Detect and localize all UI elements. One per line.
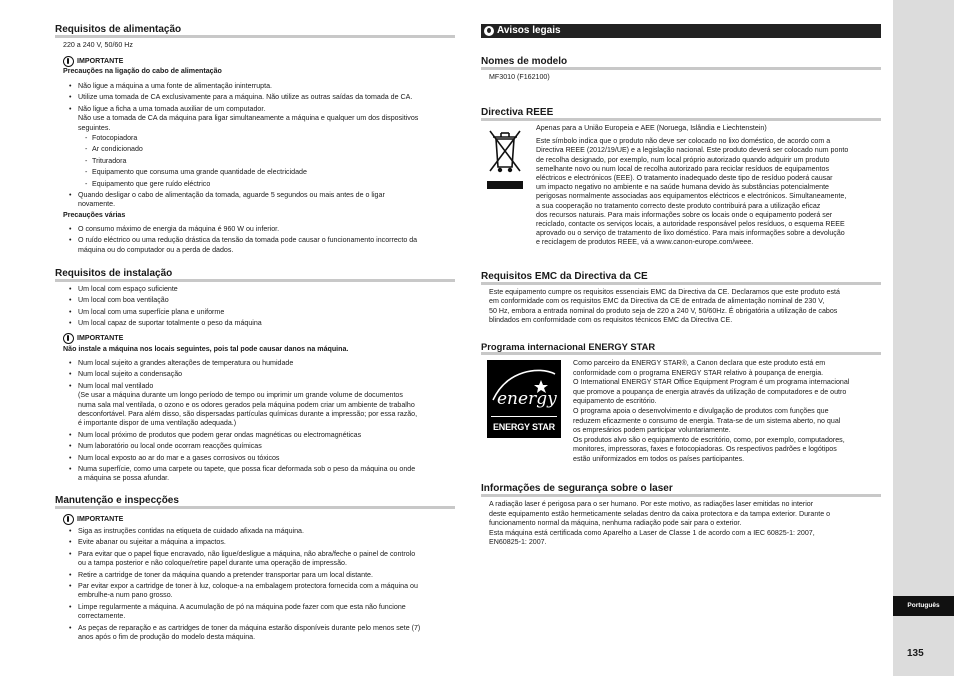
section-title-model: Nomes de modelo xyxy=(481,56,881,70)
list-item: • Um local com boa ventilação xyxy=(63,296,262,305)
text-line: de recolha designado, por exemplo, num local próprio autorizado quando adquirir um produto xyxy=(536,155,830,164)
text-line: e reciclagem de produtos REEE, vá a www.canon-europe.com/weee. xyxy=(536,238,754,247)
important-label: IMPORTANTE xyxy=(77,515,124,523)
power-unplug-list xyxy=(63,191,385,210)
installation-list xyxy=(63,285,262,329)
installation-avoid-list xyxy=(63,359,417,484)
text-line: A radiação laser é perigosa para o ser humano. Por este motivo, as radiações laser emitidas no interior xyxy=(489,500,814,508)
text-line: estão uniformizados em todos os países participantes. xyxy=(573,454,745,463)
laser-text xyxy=(489,500,830,548)
page-number: 135 xyxy=(907,648,924,659)
section-title-energy-star: Programa internacional ENERGY STAR xyxy=(481,341,881,355)
text-line: Este símbolo indica que o produto não deve ser colocado no lixo doméstico, de acordo com a xyxy=(536,137,831,146)
list-item: • Limpe regularmente a máquina. A acumulação de pó na máquina pode fazer com que esta não funcione correctamente. xyxy=(63,603,420,622)
list-item: • Par evitar expor a cartridge de toner à luz, coloque-a na embalagem protectora fornecida com a máquina ou embrulhe-a num pano grosso. xyxy=(63,582,420,601)
important-icon xyxy=(63,333,74,344)
text-line: equipamento de escritório. xyxy=(573,397,657,406)
svg-text:energy: energy xyxy=(497,389,557,409)
list-item: • Numa superfície, como uma carpete ou tapete, que possa ficar deformada sob o peso da máquina ou onde a máquina se possa afundar. xyxy=(63,465,417,484)
power-voltage: 220 a 240 V, 50/60 Hz xyxy=(63,41,133,49)
list-item: - Fotocopiadora xyxy=(63,134,307,143)
maintenance-list xyxy=(63,527,420,642)
list-item: • Quando desligar o cabo de alimentação da tomada, aguarde 5 segundos ou mais antes de o ligar novamente. xyxy=(63,191,385,210)
section-title-laser: Informações de segurança sobre o laser xyxy=(481,483,881,497)
text-line: Apenas para a União Europeia e AEE (Noruega, Islândia e Liechtenstein) xyxy=(536,124,767,132)
list-item: • Utilize uma tomada de CA exclusivamente para a máquina. Não utilize as outras saídas da tomada de CA. xyxy=(63,93,418,102)
installation-warning: Não instale a máquina nos locais seguintes, pois tal pode causar danos na máquina. xyxy=(63,345,349,353)
list-item: • O ruído eléctrico ou uma redução drástica da tensão da tomada pode causar o funcionamento incorrecto da máquina ou do computador ou a perda de dados. xyxy=(63,236,417,255)
text-line: em conformidade com os requisitos EMC da Directiva da CE de entrada de alimentação nominal de 230 V, xyxy=(489,297,825,306)
text-line: semelhante novo ou num local de recolha autorizado para reciclar resíduos de equipamentos xyxy=(536,164,829,173)
banner-title: Avisos legais xyxy=(497,25,561,36)
text-line: perigosas normalmente associadas aos equipamentos eléctricos e electrónicos. Simultaneamente, xyxy=(536,192,847,201)
text-line: que promove a poupança de energia através da utilização de computadores e de outro xyxy=(573,387,847,396)
list-item: • Um local com uma superfície plana e uniforme xyxy=(63,308,262,317)
section-title-emc: Requisitos EMC da Directiva da CE xyxy=(481,271,881,285)
logo-divider xyxy=(491,416,557,417)
info-icon xyxy=(484,26,494,36)
text-line: Este equipamento cumpre os requisitos essenciais EMC da Directiva da CE. Declaramos que este produto está xyxy=(489,288,840,296)
energy-star-logo-text: ENERGY STAR xyxy=(493,422,555,432)
text-line: blindados em conformidade com os requisitos técnicos EMC da Directiva CE. xyxy=(489,316,733,325)
list-item: • Num local exposto ao ar do mar e a gases corrosivos ou tóxicos xyxy=(63,454,417,463)
power-devices-sublist xyxy=(63,134,307,189)
weee-text xyxy=(536,124,848,248)
text-line: aprovado ou o serviço de tratamento de lixo doméstico. Para mais informações sobre a devolução xyxy=(536,229,845,238)
model-name: MF3010 (F162100) xyxy=(489,73,550,81)
section-title-weee: Directiva REEE xyxy=(481,107,881,121)
text-line: 50 Hz, embora a entrada nominal do produto seja de 220 a 240 V, 50/60Hz. É obrigatória a utilização de cabos xyxy=(489,306,838,315)
list-item: • Num local sujeito a condensação xyxy=(63,370,417,379)
misc-precautions-heading: Precauções várias xyxy=(63,211,126,219)
power-precautions-list xyxy=(63,82,418,133)
list-item: - Equipamento que consuma uma grande quantidade de electricidade xyxy=(63,168,307,177)
text-line: O International ENERGY STAR Office Equipment Program é um programa internacional xyxy=(573,378,850,387)
text-line: eléctricos e electrónicos (EEE). O tratamento inadequado deste tipo de resíduo poderá causar xyxy=(536,174,833,183)
important-label: IMPORTANTE xyxy=(77,334,124,342)
text-line: reciclado, contacte os serviços locais, a autoridade responsável pelos resíduos, o esquema REEE xyxy=(536,220,845,229)
list-item: - Ar condicionado xyxy=(63,145,307,154)
list-item: - Trituradora xyxy=(63,157,307,166)
text-line: EN60825-1: 2007. xyxy=(489,538,547,546)
list-item: • As peças de reparação e as cartridges de toner da máquina estarão disponíveis durante pelo menos sete (7) anos após o fim de produção do modelo desta máquina. xyxy=(63,624,420,643)
list-item: • Num local mal ventilado (Se usar a máquina durante um longo período de tempo ou imprimir um grande volume de documentos numa sala mal ventilada, o ozono e os odores gerados pela máquina podem criar um ambiente de trabalho desconfortável. Para além disso, são dispersadas partículas químicas durante a impressão; por essa razão, é importante dispor de uma ventilação adequada.) xyxy=(63,382,417,429)
text-line: O programa apoia o desenvolvimento e divulgação de produtos com funções que xyxy=(573,406,829,415)
list-item: - Equipamento que gere ruído eléctrico xyxy=(63,180,307,189)
text-line: a sua cooperação no tratamento correcto deste produto contribuirá para a utilização eficaz xyxy=(536,201,821,210)
energy-star-logo xyxy=(487,360,561,438)
text-line: funcionamento normal da máquina, nenhuma radiação pode sair para o exterior. xyxy=(489,519,742,527)
power-cable-precautions-heading: Precauções na ligação do cabo de alimentação xyxy=(63,67,222,75)
text-line: deste equipamento estão hermeticamente seladas dentro da caixa protectora e da tampa exterior. Durante o xyxy=(489,509,831,518)
energy-star-swoosh-icon xyxy=(487,360,561,416)
list-item: • Num local próximo de produtos que podem gerar ondas magnéticas ou electromagnéticas xyxy=(63,431,417,440)
text-line: Os produtos alvo são o equipamento de escritório, como, por exemplo, computadores, xyxy=(573,435,845,444)
list-item: • Não ligue a máquina a uma fonte de alimentação ininterrupta. xyxy=(63,82,418,91)
text-line: Esta máquina está certificada como Aparelho a Laser de Classe 1 de acordo com a IEC 60825-1: 2007, xyxy=(489,528,815,537)
text-line: conformidade com o programa ENERGY STAR relativo à poupança de energia. xyxy=(573,368,824,377)
list-item: • Um local com espaço suficiente xyxy=(63,285,262,294)
list-item: • Retire a cartridge de toner da máquina quando a pretender transportar para um local distante. xyxy=(63,571,420,580)
list-item: • Num local sujeito a grandes alterações de temperatura ou humidade xyxy=(63,359,417,368)
list-item: • Não ligue a ficha a uma tomada auxiliar de um computador. Não use a tomada de CA da máquina para ligar simultaneamente a máquina e qualquer um dos dispositivos seguintes. xyxy=(63,105,418,133)
text-line: dos recursos naturais. Para mais informações sobre os locais onde o equipamento poderá ser xyxy=(536,210,833,219)
language-tab: Português xyxy=(893,596,954,616)
text-line: Directiva REEE (2012/19/UE) e a legislação nacional. Este produto deverá ser colocado num ponto xyxy=(536,146,849,155)
energy-star-text xyxy=(573,359,849,465)
emc-text xyxy=(489,288,840,326)
text-line: monitores, impressoras, faxes e fotocopiadoras. Os respectivos padrões e logótipos xyxy=(573,445,837,454)
text-line: um impacto negativo no ambiente e na saúde humana devido às substâncias potencialmente xyxy=(536,183,830,192)
list-item: • Evite abanar ou sujeitar a máquina a impactos. xyxy=(63,538,420,547)
section-title-maintenance: Manutenção e inspecções xyxy=(55,495,455,509)
text-line: reduzem eficazmente o consumo de energia. Trata-se de um sistema aberto, no qual xyxy=(573,416,841,425)
list-item: • Num laboratório ou local onde ocorram reacções químicas xyxy=(63,442,417,451)
text-line: Como parceiro da ENERGY STAR®, a Canon declara que este produto está em xyxy=(573,359,826,367)
side-margin-band xyxy=(893,0,954,676)
list-item: • O consumo máximo de energia da máquina é 960 W ou inferior. xyxy=(63,225,417,234)
weee-bin-icon xyxy=(487,125,523,189)
legal-notices-banner xyxy=(481,24,881,38)
section-title-installation: Requisitos de instalação xyxy=(55,268,455,282)
misc-precautions-list xyxy=(63,225,417,255)
text-line: os empresários podem participar voluntariamente. xyxy=(573,426,731,435)
list-item: • Para evitar que o papel fique encravado, não ligue/desligue a máquina, não abra/feche o painel de controlo ou a tampa posterior e não coloque/retire papel durante uma operação de impressão. xyxy=(63,550,420,569)
important-label: IMPORTANTE xyxy=(77,57,124,65)
important-icon xyxy=(63,514,74,525)
list-item: • Siga as instruções contidas na etiqueta de cuidado afixada na máquina. xyxy=(63,527,420,536)
list-item: • Um local capaz de suportar totalmente o peso da máquina xyxy=(63,319,262,328)
section-title-power: Requisitos de alimentação xyxy=(55,24,455,38)
important-icon xyxy=(63,56,74,67)
